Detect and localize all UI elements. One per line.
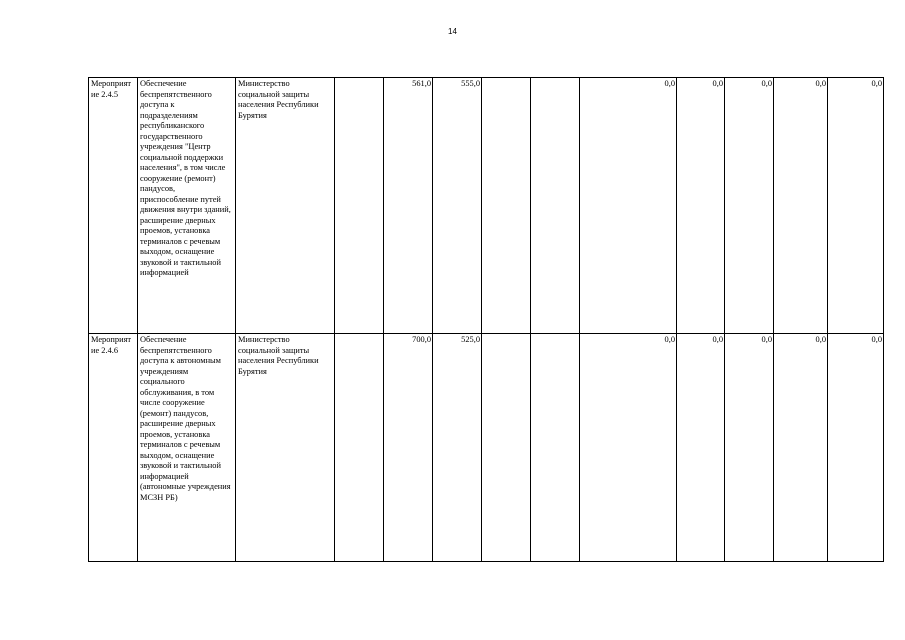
value-cell: 0,0 [774, 334, 828, 562]
value-cell: 0,0 [677, 78, 725, 334]
value-cell: 0,0 [725, 78, 774, 334]
value-cell: 0,0 [828, 334, 884, 562]
empty-cell [335, 334, 384, 562]
value-cell: 0,0 [828, 78, 884, 334]
value-cell: 0,0 [677, 334, 725, 562]
measure-name: Обеспечение беспрепятственного доступа к подразделениям республиканского государственного учреждения "Центр социальной поддержки населения", в том числе сооружение (ремонт) пандусов, приспособление путей движения внутри зданий, расширение дверных проемов, установка терминалов с речевым выходом, оснащение звуковой и тактильной информацией [138, 78, 236, 334]
value-cell: 0,0 [580, 78, 677, 334]
empty-cell [482, 334, 531, 562]
value-cell: 555,0 [433, 78, 482, 334]
measure-executor: Министерство социальной защиты населения Республики Бурятия [236, 334, 335, 562]
measure-executor: Министерство социальной защиты населения Республики Бурятия [236, 78, 335, 334]
table-row [89, 334, 884, 562]
measure-code: Мероприятие 2.4.5 [89, 78, 138, 334]
value-cell: 0,0 [774, 78, 828, 334]
empty-cell [531, 78, 580, 334]
value-cell: 525,0 [433, 334, 482, 562]
value-cell: 561,0 [384, 78, 433, 334]
measure-name: Обеспечение беспрепятственного доступа к автономным учреждениям социального обслуживания, в том числе сооружение (ремонт) пандусов, расширение дверных проемов, установка терминалов с речевым выходом, оснащение звуковой и тактильной информацией (автономные учреждения МСЗН РБ) [138, 334, 236, 562]
value-cell: 0,0 [725, 334, 774, 562]
page-number: 14 [448, 27, 457, 36]
program-table [88, 77, 884, 562]
empty-cell [531, 334, 580, 562]
empty-cell [335, 78, 384, 334]
table-row [89, 78, 884, 334]
value-cell: 700,0 [384, 334, 433, 562]
measure-code: Мероприятие 2.4.6 [89, 334, 138, 562]
value-cell: 0,0 [580, 334, 677, 562]
empty-cell [482, 78, 531, 334]
